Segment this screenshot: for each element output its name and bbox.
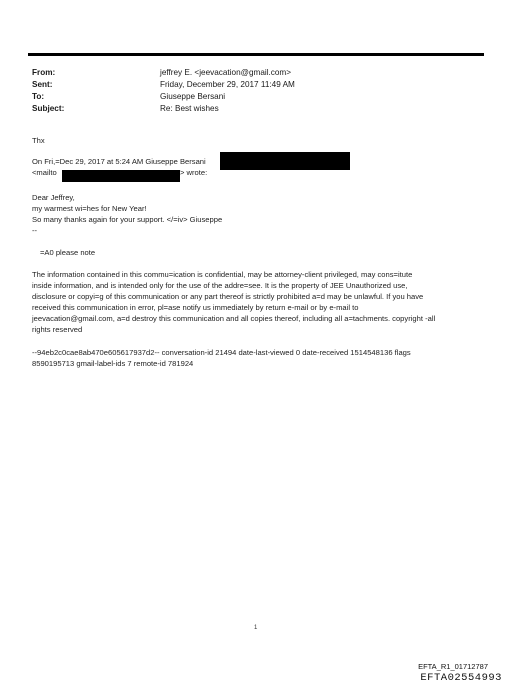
metadata-line: 8590195713 gmail-label-ids 7 remote-id 781924: [32, 359, 194, 368]
body-line-1: my warmest wi=hes for New Year!: [32, 204, 147, 213]
quote-line-2-end: > wrote:: [180, 168, 208, 177]
subject-value: Re: Best wishes: [160, 104, 219, 113]
signature-dashes: --: [32, 226, 38, 235]
disclaimer-line: rights reserved: [32, 325, 83, 334]
from-value: jeffrey E. <jeevacation@gmail.com>: [160, 68, 292, 77]
quote-line-2-start: <mailto: [32, 168, 57, 177]
from-label: From:: [32, 68, 56, 77]
redaction-block: [62, 170, 180, 182]
note-line: =A0 please note: [40, 248, 96, 257]
sent-label: Sent:: [32, 80, 53, 89]
document-reference-large: EFTA02554993: [420, 672, 502, 684]
quote-line-1: On Fri,=Dec 29, 2017 at 5:24 AM Giuseppe Bersani: [32, 157, 206, 166]
disclaimer-line: received this communication in error, pl=ase notify us immediately by return e-mail or by e-mail to: [32, 303, 359, 312]
greeting: Dear Jeffrey,: [32, 193, 75, 202]
subject-label: Subject:: [32, 104, 65, 113]
disclaimer-line: jeevacation@gmail.com, a=d destroy this communication and all copies thereof, including all a=tachments. copyright -all: [32, 314, 436, 323]
disclaimer-line: inside information, and is intended only for the use of the addre=see. It is the property of JEE Unauthorized use,: [32, 281, 408, 290]
disclaimer-line: disclosure or copyi=g of this communication or any part thereof is strictly prohibited a=d may be unlawful. If you have: [32, 292, 424, 301]
header-rule: [28, 53, 484, 56]
document-reference-small: EFTA_R1_01712787: [418, 662, 488, 671]
disclaimer-line: The information contained in this commu=ication is confidential, may be attorney-client privileged, may cons=itute: [32, 270, 413, 279]
metadata-line: --94eb2c0cae8ab470e605617937d2-- conversation-id 21494 date-last-viewed 0 date-received 1514548136 flags: [32, 348, 411, 357]
sent-value: Friday, December 29, 2017 11:49 AM: [160, 80, 295, 89]
page-number: 1: [254, 625, 258, 631]
body-line-2: So many thanks again for your support. </=iv> Giuseppe: [32, 215, 223, 224]
reply-text: Thx: [32, 136, 45, 145]
to-label: To:: [32, 92, 45, 101]
to-value: Giuseppe Bersani: [160, 92, 226, 101]
redaction-block: [220, 152, 350, 170]
